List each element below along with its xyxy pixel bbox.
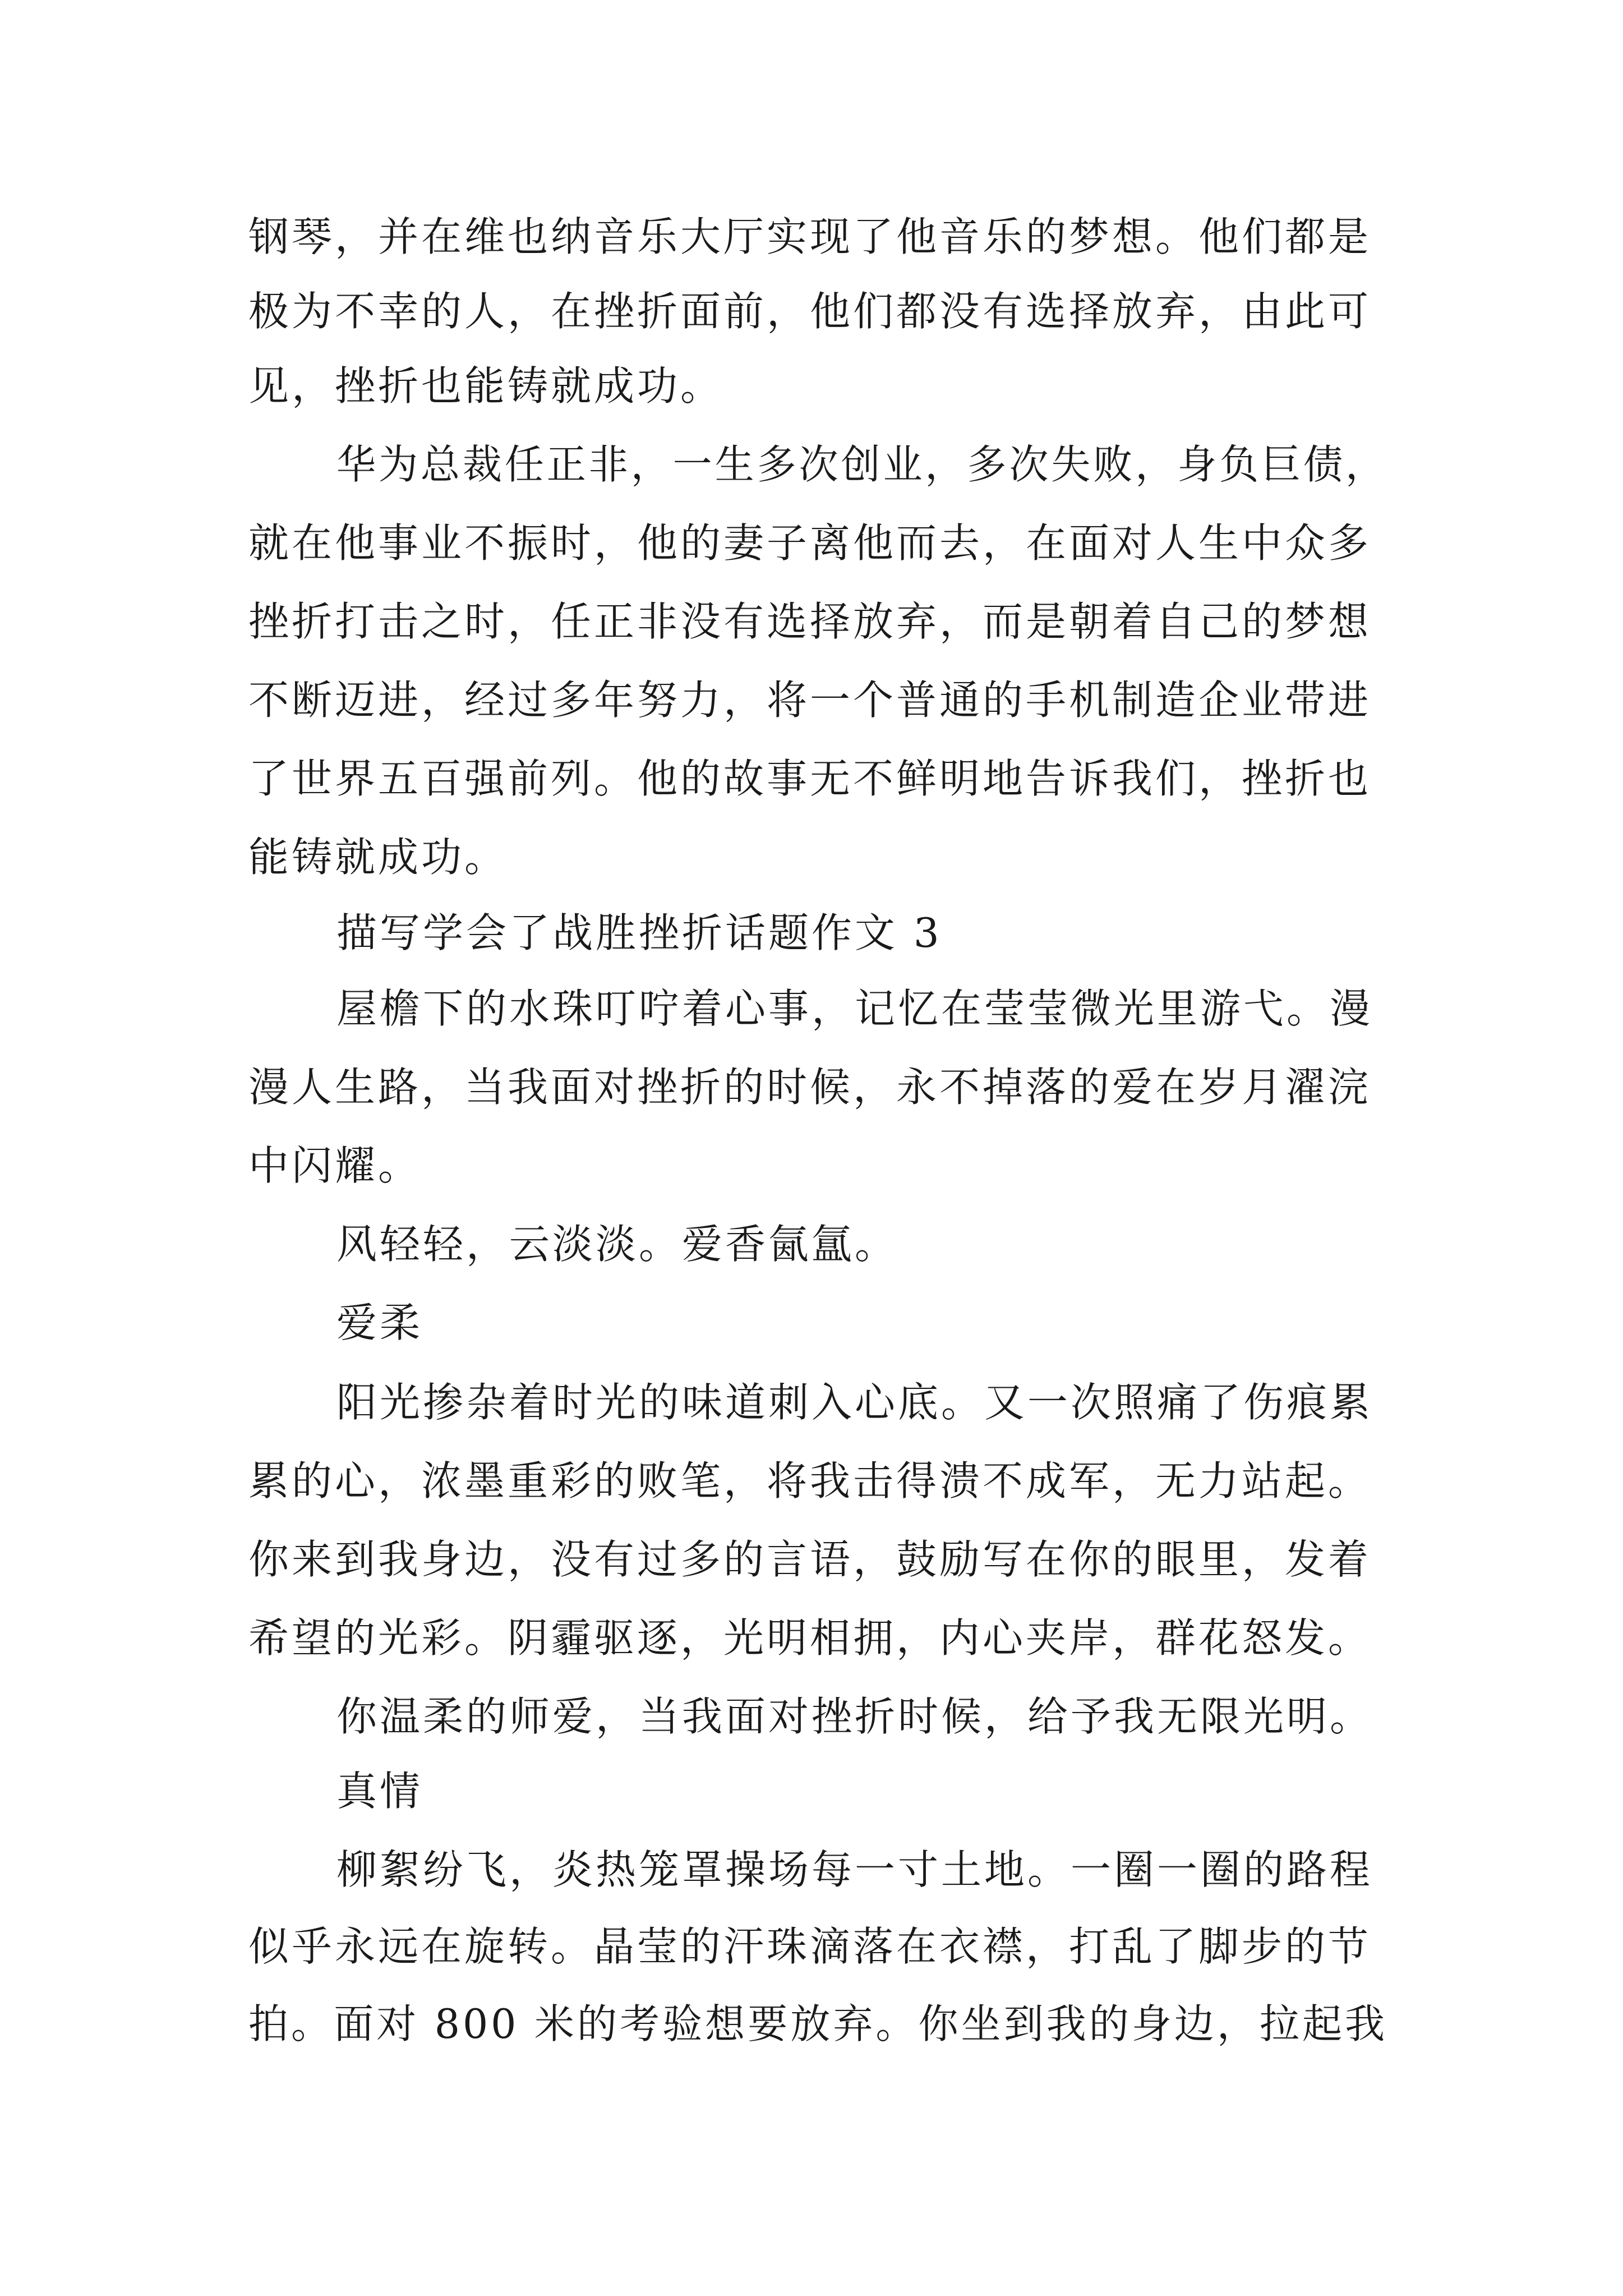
text-line-7: 不断迈进，经过多年努力，将一个普通的手机制造企业带进 (248, 677, 1372, 724)
section-heading: 描写学会了战胜挫折话题作文 3 (336, 909, 942, 956)
text-line-22: 柳絮纷飞，炎热笼罩操场每一寸土地。一圈一圈的路程 (336, 1846, 1373, 1893)
subheading-ai-rou: 爱柔 (336, 1299, 423, 1346)
text-line-20: 你温柔的师爱，当我面对挫折时候，给予我无限光明。 (336, 1693, 1373, 1740)
text-line-24: 拍。面对 800 米的考验想要放弃。你坐到我的身边，拉起我 (248, 2000, 1388, 2047)
text-line-12: 漫人生路，当我面对挫折的时候，永不掉落的爱在岁月濯浣 (248, 1064, 1372, 1111)
text-line-13: 中闪耀。 (248, 1142, 422, 1189)
text-line-4: 华为总裁任正非，一生多次创业，多次失败，身负巨债， (336, 441, 1388, 488)
text-line-1: 钢琴，并在维也纳音乐大厅实现了他音乐的梦想。他们都是 (248, 213, 1372, 260)
text-line-16: 阳光掺杂着时光的味道刺入心底。又一次照痛了伤痕累 (336, 1379, 1373, 1426)
text-line-2: 极为不幸的人，在挫折面前，他们都没有选择放弃，由此可 (248, 288, 1372, 335)
text-line-6: 挫折打击之时，任正非没有选择放弃，而是朝着自己的梦想 (248, 598, 1372, 645)
subheading-zhen-qing: 真情 (336, 1768, 423, 1815)
text-line-11: 屋檐下的水珠叮咛着心事，记忆在莹莹微光里游弋。漫 (336, 985, 1373, 1032)
text-line-9: 能铸就成功。 (248, 834, 508, 881)
text-line-23: 似乎永远在旋转。晶莹的汗珠滴落在衣襟，打乱了脚步的节 (248, 1923, 1372, 1970)
text-line-18: 你来到我身边，没有过多的言语，鼓励写在你的眼里，发着 (248, 1536, 1372, 1583)
text-line-5: 就在他事业不振时，他的妻子离他而去，在面对人生中众多 (248, 519, 1372, 567)
text-line-14: 风轻轻，云淡淡。爱香氤氲。 (336, 1221, 898, 1268)
text-line-3: 见，挫折也能铸就成功。 (248, 362, 724, 409)
text-line-17: 累的心，浓墨重彩的败笔，将我击得溃不成军，无力站起。 (248, 1457, 1372, 1504)
text-line-19: 希望的光彩。阴霾驱逐，光明相拥，内心夹岸，群花怒发。 (248, 1614, 1372, 1662)
text-line-8: 了世界五百强前列。他的故事无不鲜明地告诉我们，挫折也 (248, 755, 1372, 802)
